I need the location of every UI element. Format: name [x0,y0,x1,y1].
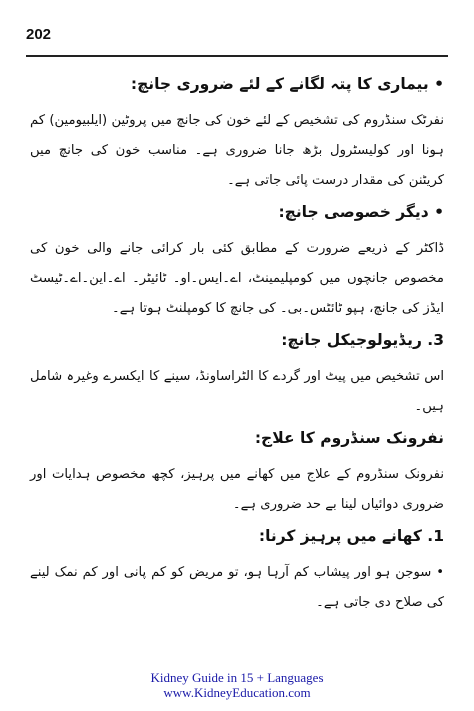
section-heading-special-tests: • دیگر خصوصی جانچ: [278,203,444,221]
paragraph-radiological-tests: اس تشخیص میں پیٹ اور گردے کا الٹراساونڈ، سینے کا ایکسرے وغیرہ شامل ہیں۔ [30,369,444,414]
section-heading-diet: 1. کھانے میں پرہیز کرنا: [258,527,444,545]
page-footer [0,670,474,700]
footer-website-link[interactable]: www.KidneyEducation.com [163,685,311,700]
paragraph-diet: • سوجن ہو اور پیشاب کم آرہا ہو، تو مریض کو کم پانی اور کم نمک لینے کی صلاح دی جاتی ہے۔ [30,565,444,610]
footer-title: Kidney Guide in 15 + Languages [150,670,324,685]
section-heading-treatment: نفرونک سنڈروم کا علاج: [254,429,444,447]
page-content [30,68,444,622]
section-heading-diagnosis-tests: • بیماری کا پتہ لگانے کے لئے ضروری جانچ: [130,75,444,93]
paragraph-treatment: نفرونک سنڈروم کے علاج میں کھانے میں پرہیز، کچھ مخصوص ہدایات اور ضروری دوائیاں لینا بے حد ضروری ہے۔ [30,467,444,512]
paragraph-diagnosis-tests: نفرٹک سنڈروم کی تشخیص کے لئے خون کی جانچ میں پروٹین (ایلبیومین) کم ہونا اور کولیسٹرول بڑھ جانا ضروری ہے۔ مناسب خون کی جانچ میں کریٹنن کی مقدار درست پائی جاتی ہے۔ [30,113,444,188]
header-rule [26,55,448,57]
paragraph-special-tests: ڈاکٹر کے ذریعے ضرورت کے مطابق کئی بار کرائی جانے والی خون کی مخصوص جانچوں میں کومپلیمینٹ، اے۔ایس۔او۔ ٹائیٹر۔ اے۔این۔اے۔ٹیسٹ ایڈز کی جانچ، ہپو ٹائٹس۔بی۔ کی جانچ کا کومپلنٹ ہوتا ہے۔ [30,241,444,316]
section-heading-radiological-tests: 3. ریڈیولوجیکل جانچ: [281,331,444,349]
page-number: 202 [26,26,52,43]
